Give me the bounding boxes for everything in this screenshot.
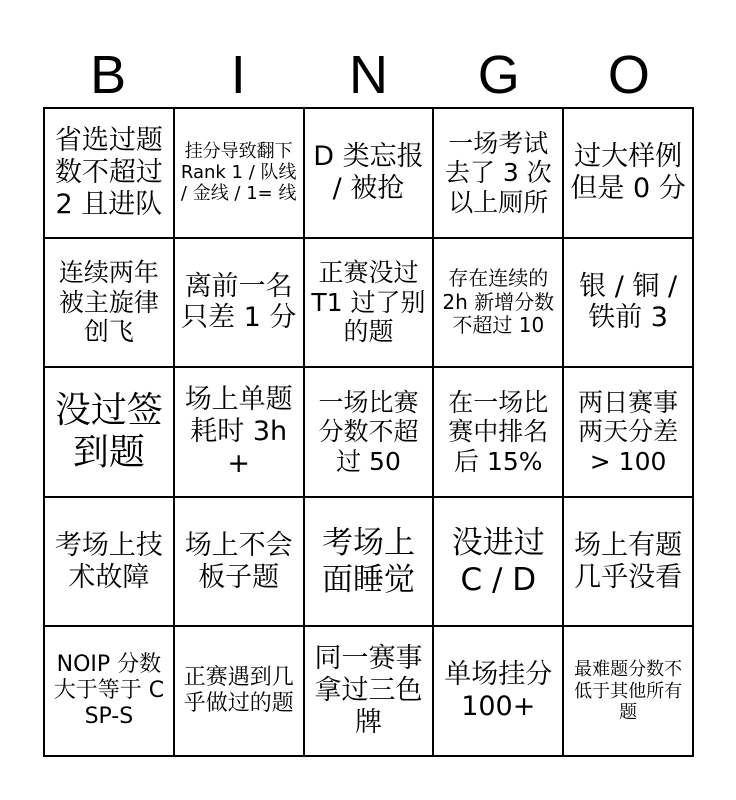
bingo-cell[interactable]: [434, 109, 564, 239]
cell-text: 单场挂分 100+: [444, 659, 553, 723]
bingo-cell[interactable]: [175, 239, 305, 369]
bingo-cell[interactable]: [45, 109, 175, 239]
cell-text: 考场上面睡觉: [321, 525, 415, 598]
bingo-cell[interactable]: [45, 239, 175, 369]
cell-text: 银 / 铜 / 铁前 3: [579, 270, 678, 334]
cell-text: 没进过 C / D: [451, 525, 545, 598]
cell-text: NOIP 分数大于等于 CSP-S: [53, 652, 165, 730]
bingo-card: [43, 107, 694, 757]
cell-text: 过大样例但是 0 分: [570, 140, 686, 204]
cell-text: 同一赛事拿过三色牌: [314, 643, 423, 739]
bingo-cell[interactable]: [175, 109, 305, 239]
cell-text: 场上单题耗时 3h+: [184, 384, 293, 479]
cell-text: 两日赛事两天分差 > 100: [578, 387, 679, 476]
cell-text: D 类忘报 / 被抢: [313, 140, 424, 204]
bingo-cell[interactable]: [305, 627, 435, 757]
cell-text: 连续两年被主旋律创飞: [58, 258, 159, 347]
cell-text: 考场上技术故障: [54, 529, 163, 593]
bingo-cell[interactable]: [305, 239, 435, 369]
bingo-cell[interactable]: [175, 627, 305, 757]
bingo-cell[interactable]: [564, 368, 694, 498]
cell-text: 一场比赛分数不超过 50: [318, 387, 419, 476]
bingo-cell[interactable]: [175, 368, 305, 498]
cell-text: 一场考试去了 3 次以上厕所: [444, 128, 552, 217]
cell-text: 没过签到题: [54, 389, 163, 473]
bingo-cell[interactable]: [45, 498, 175, 628]
cell-text: 最难题分数不低于其他所有题: [574, 659, 683, 723]
header-letter-o: O: [607, 45, 650, 105]
cell-text: 正赛没过 T1 过了别的题: [311, 258, 426, 347]
bingo-cell[interactable]: [305, 498, 435, 628]
bingo-cell[interactable]: [434, 498, 564, 628]
header-letter-b: B: [90, 45, 127, 105]
bingo-cell[interactable]: [434, 239, 564, 369]
cell-text: 正赛遇到几乎做过的题: [183, 665, 294, 717]
cell-text: 挂分导致翻下 Rank 1 / 队线 / 金线 / 1= 线: [180, 140, 297, 205]
bingo-header: [43, 44, 694, 106]
header-letter-n: N: [348, 45, 388, 105]
bingo-cell[interactable]: [305, 368, 435, 498]
cell-text: 省选过题数不超过 2 且进队: [54, 125, 163, 220]
cell-text: 场上有题几乎没看: [574, 529, 683, 593]
header-letter-i: I: [230, 45, 246, 105]
bingo-cell[interactable]: [564, 498, 694, 628]
bingo-cell[interactable]: [434, 368, 564, 498]
bingo-cell[interactable]: [305, 109, 435, 239]
cell-text: 场上不会板子题: [184, 529, 293, 593]
bingo-cell[interactable]: [434, 627, 564, 757]
bingo-cell[interactable]: [564, 239, 694, 369]
cell-text: 离前一名只差 1 分: [181, 270, 297, 334]
cell-text: 存在连续的 2h 新增分数不超过 10: [442, 266, 555, 338]
header-letter-g: G: [477, 45, 520, 105]
bingo-cell[interactable]: [564, 627, 694, 757]
bingo-cell[interactable]: [175, 498, 305, 628]
bingo-cell[interactable]: [45, 627, 175, 757]
bingo-cell[interactable]: [564, 109, 694, 239]
cell-text: 在一场比赛中排名后 15%: [448, 387, 549, 476]
bingo-cell[interactable]: [45, 368, 175, 498]
